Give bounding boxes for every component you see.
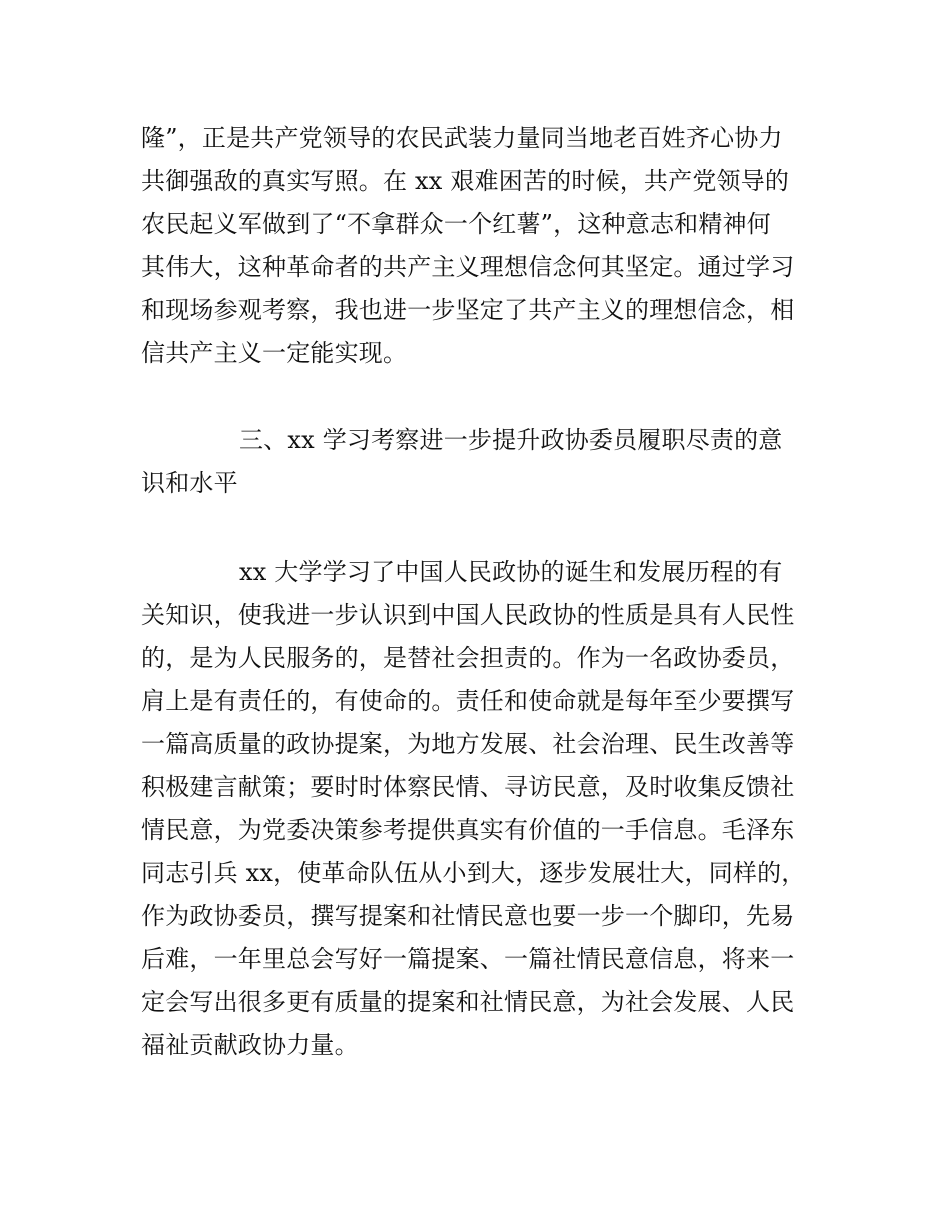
- section-heading-continuation: 识和水平: [141, 469, 238, 497]
- paragraph-line: 同志引兵 xx，使革命队伍从小到大，逐步发展壮大，同样的，: [141, 859, 806, 887]
- paragraph-line: 后难，一年里总会写好一篇提案、一篇社情民意信息，将来一: [141, 945, 795, 973]
- paragraph-line: 和现场参观考察，我也进一步坚定了共产主义的理想信念，相: [141, 296, 795, 324]
- paragraph-line: 情民意，为党委决策参考提供真实有价值的一手信息。毛泽东: [141, 816, 795, 844]
- section-heading: 三、xx 学习考察进一步提升政协委员履职尽责的意: [239, 426, 783, 454]
- paragraph-line: 积极建言献策；要时时体察民情、寻访民意，及时收集反馈社: [141, 773, 795, 801]
- paragraph-line: 一篇高质量的政协提案，为地方发展、社会治理、民生改善等: [141, 730, 795, 758]
- paragraph-line: 的，是为人民服务的，是替社会担责的。作为一名政协委员，: [141, 644, 795, 672]
- paragraph-line: 信共产主义一定能实现。: [141, 339, 408, 367]
- paragraph-line: 福祉贡献政协力量。: [141, 1031, 359, 1059]
- paragraph-line: 隆”，正是共产党领导的农民武装力量同当地老百姓齐心协力: [141, 124, 783, 152]
- paragraph-line: 共御强敌的真实写照。在 xx 艰难困苦的时候，共产党领导的: [141, 167, 790, 195]
- paragraph-line: 肩上是有责任的，有使命的。责任和使命就是每年至少要撰写: [141, 687, 795, 715]
- paragraph-line: 作为政协委员，撰写提案和社情民意也要一步一个脚印，先易: [141, 902, 795, 930]
- paragraph-line: xx 大学学习了中国人民政协的诞生和发展历程的有: [239, 558, 783, 586]
- paragraph-line: 关知识，使我进一步认识到中国人民政协的性质是具有人民性: [141, 601, 795, 629]
- paragraph-line: 农民起义军做到了“不拿群众一个红薯”，这种意志和精神何: [141, 210, 771, 238]
- paragraph-line: 定会写出很多更有质量的提案和社情民意，为社会发展、人民: [141, 988, 795, 1016]
- paragraph-line: 其伟大，这种革命者的共产主义理想信念何其坚定。通过学习: [141, 253, 795, 281]
